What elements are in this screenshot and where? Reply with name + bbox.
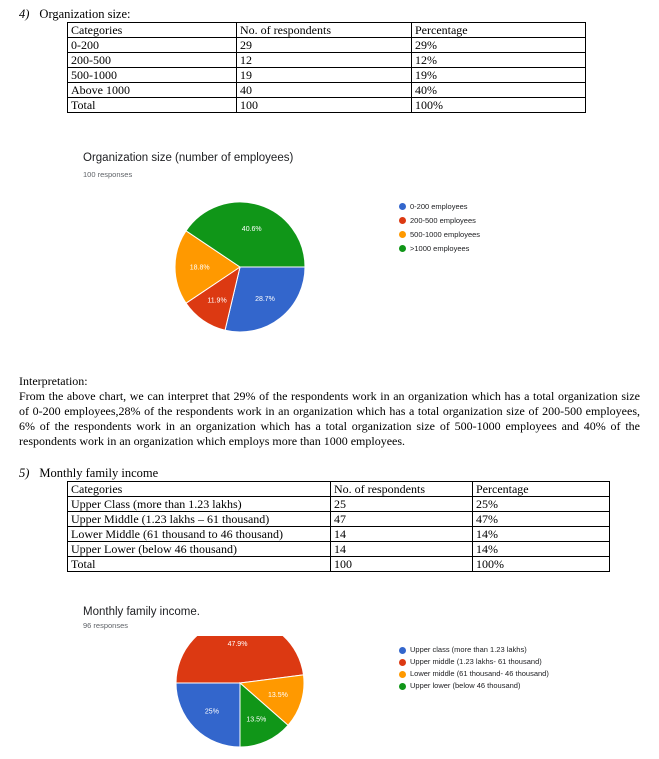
- legend-item: [399, 229, 480, 240]
- section-title: Organization size:: [39, 7, 131, 21]
- table-header-cell: Percentage: [412, 23, 586, 38]
- legend-label: >1000 employees: [410, 244, 470, 253]
- legend-item: [399, 681, 589, 691]
- legend-marker: [399, 647, 406, 654]
- table-cell: 12%: [412, 53, 586, 68]
- table-cell: 47%: [473, 512, 610, 527]
- table-cell: 14%: [473, 527, 610, 542]
- table-cell: 14: [331, 527, 473, 542]
- legend-item: [399, 657, 589, 667]
- section-heading-organization-size: [19, 7, 130, 22]
- interpretation-text: From the above chart, we can interpret that 29% of the respondents work in an organization which has a total organization size of 0-200 employees,28% of the respondents work in an organization which has a total organization size of 200-500 employees, 6% of the respondents work in an organization which has a total organization size of 500-1000 employees and 40% of the respondents work in an organization which employs more than 1000 employees.: [19, 389, 640, 448]
- table-row: [68, 83, 586, 98]
- table-cell: Lower Middle (61 thousand to 46 thousand): [68, 527, 331, 542]
- table-row: [68, 53, 586, 68]
- legend-marker: [399, 245, 406, 252]
- pie-slice-label: 13.5%: [246, 716, 267, 724]
- legend-marker: [399, 203, 406, 210]
- table-row: [68, 98, 586, 113]
- pie-slice-label: 28.7%: [255, 296, 275, 304]
- chart-legend: [399, 201, 480, 254]
- table-cell: 40: [237, 83, 412, 98]
- table-cell: 100%: [412, 98, 586, 113]
- pie-chart-organization-size: [160, 190, 320, 350]
- monthly-income-table: [67, 481, 610, 572]
- table-header-row: [68, 482, 610, 497]
- table-cell: 47: [331, 512, 473, 527]
- legend-item: [399, 669, 589, 679]
- pie-slice-label: 18.8%: [189, 264, 210, 272]
- table-cell: 40%: [412, 83, 586, 98]
- section-number: 4): [19, 7, 30, 21]
- chart-subtitle: 96 responses: [83, 621, 129, 630]
- pie-slice-label: 25%: [204, 708, 219, 716]
- table-header-cell: No. of respondents: [237, 23, 412, 38]
- table-row: [68, 68, 586, 83]
- table-header-cell: Percentage: [473, 482, 610, 497]
- pie-slice-label: 47.9%: [227, 640, 248, 648]
- table-row: [68, 512, 610, 527]
- legend-item: [399, 201, 480, 212]
- table-cell: 100%: [473, 557, 610, 572]
- legend-item: [399, 215, 480, 226]
- table-cell: Upper Lower (below 46 thousand): [68, 542, 331, 557]
- section-number: 5): [19, 466, 30, 480]
- table-cell: 25%: [473, 497, 610, 512]
- table-row: [68, 527, 610, 542]
- table-cell: 29: [237, 38, 412, 53]
- section-title: Monthly family income: [39, 466, 159, 480]
- legend-label: Upper lower (below 46 thousand): [410, 681, 521, 690]
- table-cell: 12: [237, 53, 412, 68]
- legend-marker: [399, 231, 406, 238]
- chart-title: Organization size (number of employees): [83, 152, 294, 164]
- pie-chart-monthly-income: [160, 636, 320, 759]
- section-heading-monthly-income: [19, 466, 158, 481]
- table-cell: 19: [237, 68, 412, 83]
- table-cell: 25: [331, 497, 473, 512]
- table-cell: Total: [68, 557, 331, 572]
- pie-slice-label: 13.5%: [268, 692, 288, 700]
- chart-title: Monthly family income.: [83, 606, 200, 618]
- table-header-cell: Categories: [68, 482, 331, 497]
- interpretation-block: [19, 374, 640, 449]
- table-cell: Upper Class (more than 1.23 lakhs): [68, 497, 331, 512]
- table-cell: 100: [237, 98, 412, 113]
- table-cell: Upper Middle (1.23 lakhs – 61 thousand): [68, 512, 331, 527]
- table-row: [68, 557, 610, 572]
- table-cell: 29%: [412, 38, 586, 53]
- table-cell: 19%: [412, 68, 586, 83]
- interpretation-label: Interpretation:: [19, 374, 88, 388]
- table-header-cell: No. of respondents: [331, 482, 473, 497]
- legend-label: 0-200 employees: [410, 202, 468, 211]
- table-cell: 14%: [473, 542, 610, 557]
- chart-subtitle: 100 responses: [83, 170, 133, 179]
- legend-marker: [399, 217, 406, 224]
- table-row: [68, 38, 586, 53]
- table-cell: Total: [68, 98, 237, 113]
- table-cell: 100: [331, 557, 473, 572]
- table-row: [68, 497, 610, 512]
- legend-marker: [399, 683, 406, 690]
- legend-label: Lower middle (61 thousand- 46 thousand): [410, 669, 549, 678]
- legend-label: 500-1000 employees: [410, 230, 481, 239]
- legend-marker: [399, 659, 406, 666]
- pie-slice-label: 11.9%: [207, 297, 227, 305]
- table-header-cell: Categories: [68, 23, 237, 38]
- legend-item: [399, 243, 480, 254]
- legend-label: Upper middle (1.23 lakhs- 61 thousand): [410, 657, 542, 666]
- table-row: [68, 542, 610, 557]
- table-cell: Above 1000: [68, 83, 237, 98]
- table-cell: 200-500: [68, 53, 237, 68]
- pie-slice-label: 40.6%: [241, 225, 262, 233]
- legend-marker: [399, 671, 406, 678]
- table-cell: 14: [331, 542, 473, 557]
- legend-label: 200-500 employees: [410, 216, 476, 225]
- table-cell: 0-200: [68, 38, 237, 53]
- table-header-row: [68, 23, 586, 38]
- legend-item: [399, 645, 589, 655]
- chart-legend: [399, 645, 589, 691]
- table-cell: 500-1000: [68, 68, 237, 83]
- legend-label: Upper class (more than 1.23 lakhs): [410, 645, 527, 654]
- organization-size-table: [67, 22, 586, 113]
